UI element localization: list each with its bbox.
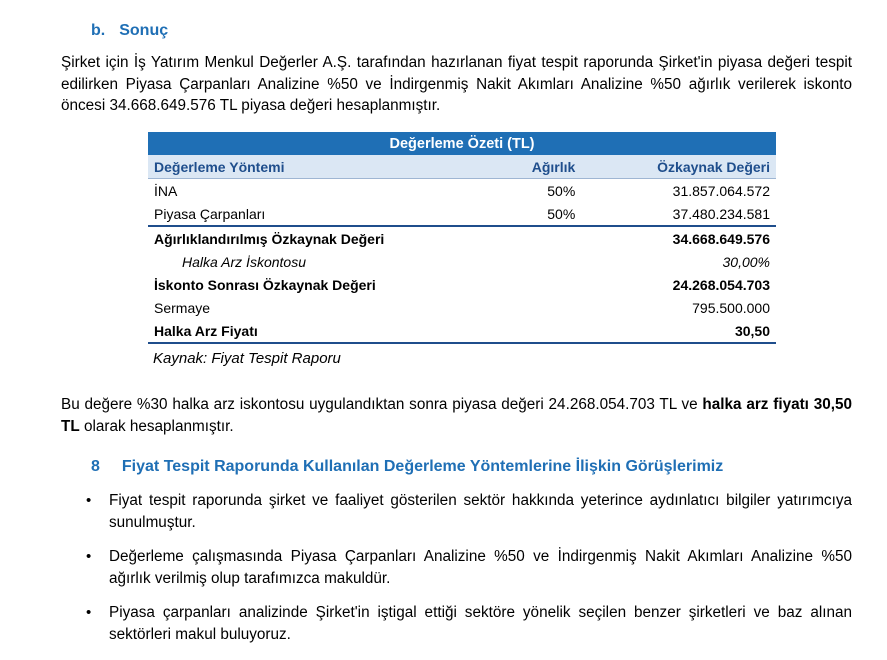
section-8-title: Fiyat Tespit Raporunda Kullanılan Değerleme Yöntemlerine İlişkin Görüşlerimiz	[121, 458, 724, 475]
row-weight	[495, 296, 597, 319]
row-label: Halka Arz İskontosu	[182, 253, 306, 270]
row-label: İNA	[154, 182, 178, 199]
conclusion-paragraph: Şirket için İş Yatırım Menkul Değerler A.Ş. tarafından hazırlanan fiyat tespit raporunda Şirket'in piyasa değeri tespit edilirken Piyasa Çarpanları Analizine %50 ve İndirgenmiş Nakit Akımları Analizine %50 ağırlık verilerek iskonto öncesi 34.668.649.576 TL piyasa değeri hesaplanmıştır.	[61, 54, 852, 114]
column-header-method: Değerleme Yöntemi	[148, 155, 495, 179]
list-item-text: Değerleme çalışmasında Piyasa Çarpanları Analizine %50 ve İndirgenmiş Nakit Akımları Analizine %50 ağırlık verilmiş olup tarafımızca makuldür.	[109, 548, 852, 587]
row-value: 37.480.234.581	[672, 205, 770, 222]
list-item	[86, 546, 852, 590]
column-header-equity-value: Özkaynak Değeri	[597, 155, 776, 179]
row-weight	[495, 319, 597, 343]
row-weight	[495, 226, 597, 250]
row-weight	[495, 250, 597, 273]
table-row	[148, 202, 776, 226]
bullet-icon: •	[86, 492, 92, 509]
table-row	[148, 226, 776, 250]
row-value: 34.668.649.576	[597, 226, 776, 250]
row-label: Piyasa Çarpanları	[154, 205, 266, 222]
list-item	[86, 490, 852, 534]
valuation-summary-table	[148, 132, 776, 344]
table-row	[148, 179, 776, 203]
table-title: Değerleme Özeti (TL)	[148, 132, 776, 155]
paragraph-bold-text: halka arz fiyatı 30,50 TL	[61, 396, 852, 435]
bullet-icon: •	[86, 604, 92, 621]
section-b-title: Sonuç	[119, 22, 169, 39]
table-row	[148, 319, 776, 343]
table-row	[148, 250, 776, 273]
list-item	[86, 602, 852, 646]
table-row	[148, 273, 776, 296]
row-value: 30,50	[597, 319, 776, 343]
bullet-icon: •	[86, 548, 92, 565]
table-row	[148, 296, 776, 319]
offering-price-paragraph	[61, 394, 852, 437]
row-value: 24.268.054.703	[672, 276, 770, 293]
section-b-letter: b.	[91, 22, 106, 39]
table-source-note: Kaynak: Fiyat Tespit Raporu	[153, 350, 341, 367]
list-item-text: Fiyat tespit raporunda şirket ve faaliyet gösterilen sektör hakkında yeterince aydınlatıcı bilgiler yatırımcıya sunulmuştur.	[109, 492, 852, 531]
paragraph-text: olarak hesaplanmıştır.	[79, 417, 234, 435]
list-item-text: Piyasa çarpanları analizinde Şirket'in iştigal ettiği sektöre yönelik seçilen benzer şirketleri ve baz alınan sektörleri makul buluyoruz.	[109, 604, 852, 643]
row-weight	[495, 273, 597, 296]
row-label: Ağırlıklandırılmış Özkaynak Değeri	[148, 226, 495, 250]
section-8-number: 8	[91, 458, 100, 475]
row-value: 31.857.064.572	[672, 182, 770, 199]
row-label: Halka Arz Fiyatı	[148, 319, 495, 343]
section-8-heading	[91, 458, 723, 476]
paragraph-text: Bu değere %30 halka arz iskontosu uygulandıktan sonra piyasa değeri 24.268.054.703 TL ve	[61, 396, 703, 413]
row-label: İskonto Sonrası Özkaynak Değeri	[154, 276, 376, 293]
row-value: 30,00%	[722, 253, 770, 270]
row-value: 795.500.000	[692, 299, 770, 316]
row-weight: 50%	[547, 182, 576, 199]
row-label: Sermaye	[154, 299, 211, 316]
row-weight: 50%	[547, 205, 576, 222]
section-b-heading	[91, 22, 168, 40]
column-header-weight: Ağırlık	[495, 155, 597, 179]
